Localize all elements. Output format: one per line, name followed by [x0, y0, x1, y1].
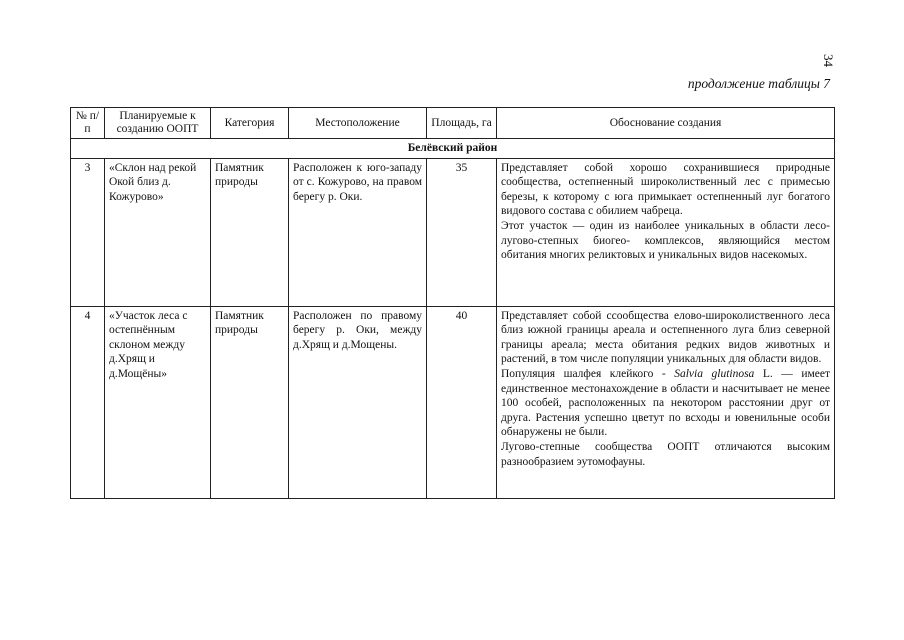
header-name: Планируемые к созданию ООПТ — [105, 108, 211, 139]
rationale-paragraph: Лугово-степные сообщества ООПТ отличаются высоким разнообразием эутомофауны. — [501, 440, 830, 468]
area-size: 35 — [427, 158, 497, 306]
page-number: 34 — [821, 54, 836, 67]
row-number: 4 — [71, 306, 105, 498]
district-name: Белёвский район — [71, 139, 835, 159]
table-continuation-caption: продолжение таблицы 7 — [687, 76, 830, 91]
rationale-paragraph: Этот участок — один из наиболее уникальных в области лесо-лугово-степных биогео- комплексов, являющийся местом обитания многих реликтовых и уникальных видов насекомых. — [501, 219, 830, 262]
area-name: «Участок леса с остепнённым склоном между д.Хрящ и д.Мощёны» — [105, 306, 211, 498]
area-rationale — [497, 158, 835, 306]
rationale-text: Популяция шалфея клейкого - — [501, 367, 675, 380]
table-row — [71, 158, 835, 306]
area-location: Расположен по правому берегу р. Оки, между д.Хрящ и д.Мощены. — [289, 306, 427, 498]
rationale-paragraph: Представляет собой ссообщества елово-широколиственного леса близ южной границы ареала и остепненного луга близ северной границы ареала; места обитания редких видов животных и растений, в том числе популяции уникальных для области видов. — [501, 309, 830, 366]
area-name: «Склон над рекой Окой близ д. Кожурово» — [105, 158, 211, 306]
area-category: Памятник природы — [211, 158, 289, 306]
rationale-paragraph: Представляет собой хорошо сохранившиеся природные сообщества, остепненный широколиственный лес с примесью березы, к которому с юга примыкает остепненный луг богатого видового состава с обилием чабреца. — [501, 161, 830, 218]
district-row — [71, 139, 835, 159]
header-num: № п/п — [71, 108, 105, 139]
area-category: Памятник природы — [211, 306, 289, 498]
rationale-text: L. — имеет единственное местонахождение в области и насчитывает не менее 100 особей, расположенных па некотором расстоянии друг от друга. Растения успешно цветут по всходы и ювенильные особи обнаружены не были. — [501, 367, 830, 439]
area-location: Расположен к юго-западу от с. Кожурово, на правом берегу р. Оки. — [289, 158, 427, 306]
header-category: Категория — [211, 108, 289, 139]
protected-areas-table — [70, 107, 835, 499]
header-area: Площадь, га — [427, 108, 497, 139]
area-size: 40 — [427, 306, 497, 498]
table-header-row — [71, 108, 835, 139]
table-row — [71, 306, 835, 498]
area-rationale — [497, 306, 835, 498]
row-number: 3 — [71, 158, 105, 306]
header-rationale: Обоснование создания — [497, 108, 835, 139]
header-location: Местоположение — [289, 108, 427, 139]
latin-species-name: Salvia glutinosa — [674, 367, 755, 380]
rationale-paragraph — [501, 367, 830, 440]
